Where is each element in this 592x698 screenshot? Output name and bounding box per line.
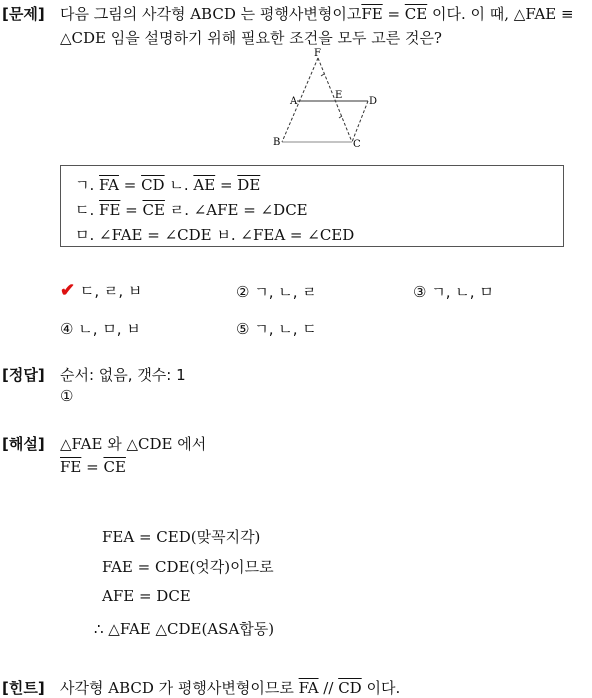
explanation-step-3: AFE = DCE xyxy=(102,587,191,605)
option-2[interactable] xyxy=(236,281,317,302)
problem-text-a: 다음 그림의 사각형 ABCD 는 평행사변형이고 xyxy=(60,5,362,23)
answer-info: 순서: 없음, 갯수: 1 xyxy=(60,366,186,384)
hint-text-a: 사각형 ABCD 가 평행사변형이므로 xyxy=(60,679,299,697)
option-4-text: ㄴ, ㅁ, ㅂ xyxy=(78,320,141,338)
cond-giyeok: ㄱ. xyxy=(75,176,100,194)
answer-value: ① xyxy=(60,387,74,405)
segment-ce: $\overline{CE}$ xyxy=(142,201,165,219)
segment-fe: $\overline{FE}$ xyxy=(99,201,121,219)
parallelogram-figure xyxy=(270,46,380,150)
segment-dc xyxy=(352,101,368,142)
segment-cd: $\overline{CD}$ xyxy=(338,679,362,697)
cond-nieun: ㄴ. xyxy=(164,176,194,194)
problem-line-2: △CDE 임을 설명하기 위해 필요한 조건을 모두 고른 것은? xyxy=(60,29,442,47)
checkmark-icon: ✔ xyxy=(60,280,76,301)
segment-ce: $\overline{CE}$ xyxy=(103,458,126,476)
condition-row-1 xyxy=(75,174,260,195)
explanation-line-2 xyxy=(60,458,126,476)
problem-text-b: 이다. 이 때, △FAE ≡ xyxy=(427,5,574,23)
option-4-mark: ④ xyxy=(60,320,74,338)
option-3[interactable] xyxy=(413,281,494,302)
label-c: C xyxy=(353,139,361,150)
parallel-sign: // xyxy=(318,679,339,697)
segment-fe: $\overline{FE}$ xyxy=(361,5,383,23)
cond-digeut: ㄷ. xyxy=(75,201,100,219)
explanation-step-2: FAE = CDE(엇각)이므로 xyxy=(102,558,274,576)
segment-fa: $\overline{FA}$ xyxy=(99,176,119,194)
option-4[interactable] xyxy=(60,318,141,339)
option-3-mark: ③ xyxy=(413,283,427,301)
segment-fb xyxy=(282,58,318,142)
label-d: D xyxy=(369,96,378,107)
label-f: F xyxy=(314,48,321,59)
tick-ce xyxy=(339,116,342,118)
segment-ae: $\overline{AE}$ xyxy=(193,176,216,194)
segment-fa: $\overline{FA}$ xyxy=(298,679,319,697)
explanation-line-1: △FAE 와 △CDE 에서 xyxy=(60,435,207,453)
segment-ce: $\overline{CE}$ xyxy=(404,5,428,23)
problem-tag: [문제] xyxy=(2,5,45,23)
segment-cd: $\overline{CD}$ xyxy=(141,176,165,194)
problem-line-1 xyxy=(60,3,574,24)
option-5-mark: ⑤ xyxy=(236,320,250,338)
equals: = xyxy=(382,5,405,23)
condition-row-2 xyxy=(75,199,308,220)
condition-row-3: ㅁ. ∠FAE = ∠CDE ㅂ. ∠FEA = ∠CED xyxy=(75,226,355,244)
option-2-text: ㄱ, ㄴ, ㄹ xyxy=(254,283,317,301)
segment-de: $\overline{DE}$ xyxy=(237,176,261,194)
label-a: A xyxy=(290,96,298,107)
equals: = xyxy=(81,458,104,476)
hint-tag: [힌트] xyxy=(2,679,45,697)
option-5-text: ㄱ, ㄴ, ㄷ xyxy=(254,320,317,338)
explanation-step-4: ∴ △FAE △CDE(ASA합동) xyxy=(94,620,275,638)
explanation-step-1: FEA = CED(맞꼭지각) xyxy=(102,528,261,546)
cond-rieul: ㄹ. ∠AFE = ∠DCE xyxy=(164,201,308,219)
equals: = xyxy=(118,176,142,194)
label-b: B xyxy=(273,137,281,148)
equals: = xyxy=(120,201,143,219)
tick-fe xyxy=(321,74,324,76)
option-3-text: ㄱ, ㄴ, ㅁ xyxy=(431,283,494,301)
option-2-mark: ② xyxy=(236,283,250,301)
answer-tag: [정답] xyxy=(2,366,45,384)
explanation-tag: [해설] xyxy=(2,435,45,453)
segment-fe: $\overline{FE}$ xyxy=(60,458,82,476)
option-1[interactable] xyxy=(60,280,142,301)
conditions-box xyxy=(60,165,564,247)
option-5[interactable] xyxy=(236,318,317,339)
label-e: E xyxy=(335,90,343,101)
equals: = xyxy=(215,176,238,194)
hint-text-b: 이다. xyxy=(361,679,401,697)
option-1-text: ㄷ, ㄹ, ㅂ xyxy=(79,282,143,300)
